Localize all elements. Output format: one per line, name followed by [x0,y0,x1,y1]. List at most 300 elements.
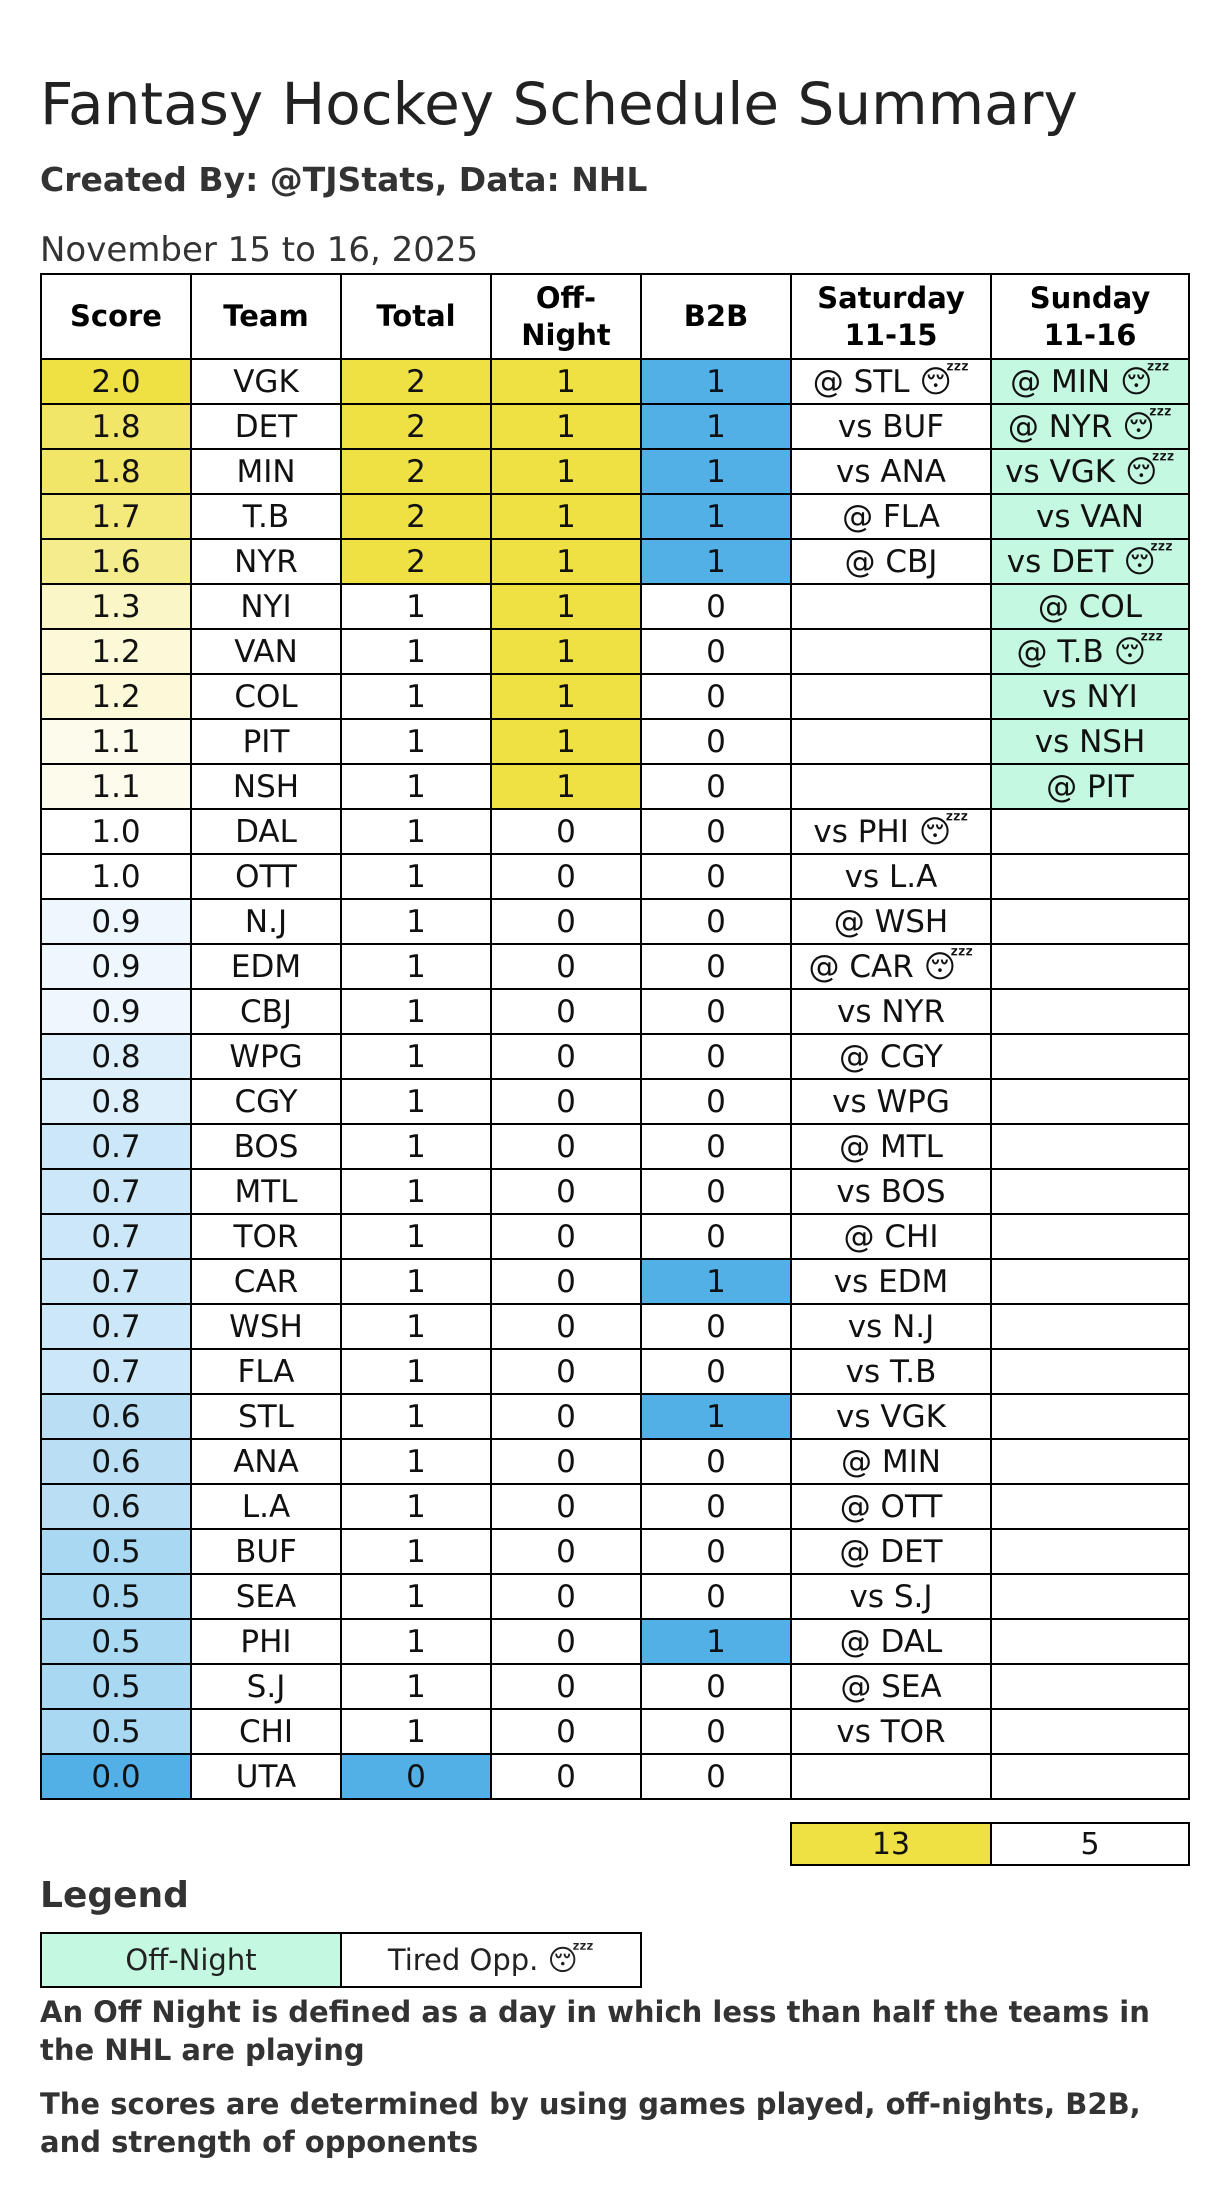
table-row [41,449,1189,494]
score-cell: 0.6 [41,1484,191,1529]
saturday-cell [791,854,991,899]
opponent-label: @ T.B [1016,633,1104,670]
score-cell: 0.7 [41,1124,191,1169]
score-cell: 0.7 [41,1169,191,1214]
off-night-cell: 0 [491,1304,641,1349]
total-cell: 1 [341,629,491,674]
off-night-cell: 0 [491,1034,641,1079]
table-row [41,629,1189,674]
opponent-label: vs L.A [844,858,938,895]
table-row [41,1124,1189,1169]
sunday-cell [991,1484,1189,1529]
off-night-cell: 0 [491,1709,641,1754]
opponent-label: @ DET [839,1533,943,1570]
sunday-cell [991,1664,1189,1709]
team-cell: EDM [191,944,341,989]
saturday-cell [791,899,991,944]
team-cell: BOS [191,1124,341,1169]
b2b-cell: 0 [641,899,791,944]
b2b-cell: 0 [641,1754,791,1799]
b2b-cell: 1 [641,1259,791,1304]
table-row [41,1574,1189,1619]
team-cell: NSH [191,764,341,809]
off-night-cell: 0 [491,809,641,854]
table-row [41,764,1189,809]
team-cell: S.J [191,1664,341,1709]
table-row [41,539,1189,584]
total-cell: 1 [341,764,491,809]
sunday-cell [991,1304,1189,1349]
tired-opponent-icon: 😴 [919,363,970,400]
opponent-label: @ MIN [841,1443,941,1480]
off-night-cell: 1 [491,494,641,539]
score-cell: 0.8 [41,1034,191,1079]
totals-table [790,1822,1190,1866]
off-night-cell: 0 [491,854,641,899]
b2b-cell: 0 [641,674,791,719]
team-cell: CBJ [191,989,341,1034]
score-cell: 1.8 [41,404,191,449]
off-night-cell: 0 [491,1214,641,1259]
opponent-label: vs TOR [836,1713,946,1750]
off-night-cell: 1 [491,449,641,494]
opponent-label: @ DAL [839,1623,943,1660]
sunday-cell [991,359,1189,404]
sunday-cell [991,494,1189,539]
opponent-label: @ CAR [808,948,914,985]
b2b-cell: 0 [641,629,791,674]
off-night-cell: 0 [491,1124,641,1169]
opponent-label: vs ANA [836,453,946,490]
opponent-label: vs VAN [1036,498,1144,535]
tired-opponent-icon: 😴 [1125,453,1175,490]
off-night-cell: 0 [491,1754,641,1799]
opponent-label: vs PHI [813,813,909,850]
sunday-cell [991,629,1189,674]
table-row [41,1034,1189,1079]
total-cell: 1 [341,719,491,764]
table-row [41,944,1189,989]
sunday-cell [991,674,1189,719]
tired-opponent-icon: 😴 [1123,543,1174,580]
opponent-label: @ CGY [839,1038,943,1075]
header-sunday: Sunday 11-16 [991,274,1189,359]
saturday-cell [791,1754,991,1799]
b2b-cell: 0 [641,1034,791,1079]
off-night-cell: 0 [491,1439,641,1484]
sunday-cell [991,1259,1189,1304]
legend-off-night: Off-Night [42,1934,342,1986]
score-cell: 1.2 [41,629,191,674]
sunday-cell [991,1124,1189,1169]
score-cell: 1.0 [41,854,191,899]
team-cell: PIT [191,719,341,764]
total-cell: 2 [341,539,491,584]
table-row [41,1079,1189,1124]
header-saturday: Saturday 11-15 [791,274,991,359]
score-cell: 1.8 [41,449,191,494]
sunday-total: 5 [991,1823,1189,1865]
saturday-cell [791,449,991,494]
total-cell: 2 [341,404,491,449]
off-night-cell: 0 [491,1664,641,1709]
table-row [41,1709,1189,1754]
total-cell: 1 [341,584,491,629]
b2b-cell: 1 [641,539,791,584]
header-score: Score [41,274,191,359]
saturday-cell [791,989,991,1034]
table-row [41,584,1189,629]
saturday-cell [791,674,991,719]
b2b-cell: 0 [641,764,791,809]
sunday-cell [991,1169,1189,1214]
saturday-cell [791,1214,991,1259]
table-row [41,899,1189,944]
b2b-cell: 0 [641,1349,791,1394]
off-night-cell: 0 [491,989,641,1034]
off-night-cell: 0 [491,1169,641,1214]
score-cell: 1.2 [41,674,191,719]
saturday-cell [791,1034,991,1079]
b2b-cell: 0 [641,1664,791,1709]
sunday-cell [991,1619,1189,1664]
date-range: November 15 to 16, 2025 [40,230,479,270]
opponent-label: @ MIN [1010,363,1111,400]
score-cell: 0.9 [41,989,191,1034]
total-cell: 1 [341,899,491,944]
table-row [41,1664,1189,1709]
total-cell: 1 [341,674,491,719]
sunday-cell [991,764,1189,809]
score-cell: 1.1 [41,719,191,764]
total-cell: 1 [341,944,491,989]
opponent-label: vs NYR [836,993,945,1030]
team-cell: L.A [191,1484,341,1529]
legend-title: Legend [40,1875,189,1916]
sunday-cell [991,1574,1189,1619]
saturday-cell [791,359,991,404]
total-cell: 1 [341,1304,491,1349]
header-off-night: Off- Night [491,274,641,359]
saturday-cell [791,1484,991,1529]
score-cell: 0.9 [41,899,191,944]
opponent-label: vs VGK [836,1398,946,1435]
sunday-cell [991,1214,1189,1259]
table-row [41,1214,1189,1259]
opponent-label: vs EDM [833,1263,949,1300]
off-night-cell: 0 [491,944,641,989]
score-cell: 0.5 [41,1619,191,1664]
off-night-cell: 0 [491,899,641,944]
team-cell: NYI [191,584,341,629]
saturday-cell [791,1619,991,1664]
table-row [41,494,1189,539]
opponent-label: @ MTL [839,1128,943,1165]
sunday-cell [991,989,1189,1034]
team-cell: SEA [191,1574,341,1619]
total-cell: 1 [341,1214,491,1259]
table-row [41,989,1189,1034]
score-cell: 0.8 [41,1079,191,1124]
score-cell: 0.7 [41,1214,191,1259]
team-cell: UTA [191,1754,341,1799]
sunday-cell [991,1034,1189,1079]
opponent-label: @ CBJ [844,543,938,580]
table-row [41,1439,1189,1484]
saturday-cell [791,764,991,809]
team-cell: STL [191,1394,341,1439]
score-cell: 1.6 [41,539,191,584]
team-cell: WPG [191,1034,341,1079]
table-row [41,719,1189,764]
b2b-cell: 0 [641,1439,791,1484]
off-night-cell: 1 [491,629,641,674]
saturday-cell [791,1394,991,1439]
score-cell: 1.1 [41,764,191,809]
sunday-cell [991,809,1189,854]
saturday-cell [791,1574,991,1619]
b2b-cell: 0 [641,989,791,1034]
sunday-cell [991,404,1189,449]
b2b-cell: 0 [641,1709,791,1754]
score-cell: 2.0 [41,359,191,404]
opponent-label: vs T.B [845,1353,937,1390]
score-cell: 0.6 [41,1394,191,1439]
sunday-cell [991,1439,1189,1484]
b2b-cell: 1 [641,1619,791,1664]
score-cell: 0.7 [41,1304,191,1349]
team-cell: BUF [191,1529,341,1574]
off-night-cell: 0 [491,1394,641,1439]
page-subtitle: Created By: @TJStats, Data: NHL [40,160,648,199]
table-row [41,1619,1189,1664]
saturday-cell [791,1439,991,1484]
saturday-cell [791,1169,991,1214]
totals-row [791,1823,1189,1865]
team-cell: TOR [191,1214,341,1259]
total-cell: 0 [341,1754,491,1799]
off-night-cell: 1 [491,584,641,629]
sunday-cell [991,854,1189,899]
tired-opponent-icon: 😴 [1120,363,1170,400]
off-night-cell: 0 [491,1484,641,1529]
off-night-cell: 1 [491,764,641,809]
off-night-cell: 1 [491,359,641,404]
total-cell: 1 [341,1034,491,1079]
legend-box [40,1932,642,1988]
b2b-cell: 0 [641,944,791,989]
team-cell: DET [191,404,341,449]
team-cell: MIN [191,449,341,494]
team-cell: DAL [191,809,341,854]
off-night-cell: 0 [491,1619,641,1664]
b2b-cell: 0 [641,1529,791,1574]
sunday-cell [991,1529,1189,1574]
saturday-cell [791,494,991,539]
opponent-label: vs NYI [1042,678,1138,715]
score-cell: 1.0 [41,809,191,854]
opponent-label: @ COL [1037,588,1143,625]
b2b-cell: 0 [641,1214,791,1259]
b2b-cell: 1 [641,494,791,539]
page-title: Fantasy Hockey Schedule Summary [40,70,1078,138]
team-cell: PHI [191,1619,341,1664]
total-cell: 1 [341,1169,491,1214]
b2b-cell: 1 [641,1394,791,1439]
team-cell: VAN [191,629,341,674]
sunday-cell [991,719,1189,764]
schedule-body [41,359,1189,1799]
off-night-cell: 0 [491,1259,641,1304]
saturday-cell [791,1259,991,1304]
b2b-cell: 0 [641,854,791,899]
opponent-label: @ FLA [842,498,940,535]
total-cell: 1 [341,1259,491,1304]
sunday-cell [991,1709,1189,1754]
total-cell: 1 [341,1529,491,1574]
opponent-label: @ NYR [1007,408,1113,445]
total-cell: 1 [341,1664,491,1709]
saturday-cell [791,1664,991,1709]
legend-tired-opponent: Tired Opp. 😴 [387,1943,595,1977]
score-cell: 0.9 [41,944,191,989]
tired-opponent-icon: 😴 [1122,408,1173,445]
sunday-cell [991,1079,1189,1124]
opponent-label: vs DET [1006,543,1114,580]
score-cell: 0.0 [41,1754,191,1799]
score-cell: 0.5 [41,1574,191,1619]
opponent-label: vs VGK [1005,453,1116,490]
team-cell: COL [191,674,341,719]
b2b-cell: 0 [641,1079,791,1124]
b2b-cell: 0 [641,1304,791,1349]
b2b-cell: 1 [641,404,791,449]
saturday-cell [791,809,991,854]
team-cell: OTT [191,854,341,899]
off-night-cell: 0 [491,1574,641,1619]
saturday-cell [791,539,991,584]
team-cell: CGY [191,1079,341,1124]
table-row [41,1169,1189,1214]
saturday-cell [791,944,991,989]
table-row [41,809,1189,854]
opponent-label: @ OTT [839,1488,943,1525]
opponent-label: @ WSH [833,903,949,940]
team-cell: CHI [191,1709,341,1754]
off-night-cell: 1 [491,674,641,719]
team-cell: N.J [191,899,341,944]
table-row [41,1484,1189,1529]
total-cell: 2 [341,449,491,494]
saturday-cell [791,584,991,629]
header-b2b: B2B [641,274,791,359]
tired-opponent-icon: 😴 [918,813,969,850]
total-cell: 1 [341,1349,491,1394]
off-night-cell: 1 [491,404,641,449]
team-cell: ANA [191,1439,341,1484]
b2b-cell: 0 [641,1169,791,1214]
total-cell: 1 [341,1394,491,1439]
saturday-cell [791,1124,991,1169]
saturday-cell [791,1304,991,1349]
score-cell: 0.5 [41,1529,191,1574]
saturday-cell [791,629,991,674]
opponent-label: vs BUF [837,408,945,445]
table-row [41,1394,1189,1439]
score-cell: 1.7 [41,494,191,539]
opponent-label: vs S.J [849,1578,933,1615]
table-row [41,854,1189,899]
score-cell: 0.7 [41,1259,191,1304]
header-total: Total [341,274,491,359]
note-score-method: The scores are determined by using games played, off-nights, B2B, and strength of opponents [40,2087,1141,2159]
b2b-cell: 1 [641,359,791,404]
sunday-cell [991,1754,1189,1799]
opponent-label: vs N.J [847,1308,935,1345]
score-cell: 0.5 [41,1709,191,1754]
opponent-label: @ SEA [840,1668,942,1705]
table-row [41,1304,1189,1349]
sunday-cell [991,584,1189,629]
sunday-cell [991,449,1189,494]
table-row [41,404,1189,449]
tired-opponent-icon: 😴 [1113,633,1164,670]
sunday-cell [991,944,1189,989]
b2b-cell: 0 [641,719,791,764]
total-cell: 1 [341,1484,491,1529]
saturday-cell [791,1349,991,1394]
team-cell: FLA [191,1349,341,1394]
score-cell: 0.5 [41,1664,191,1709]
b2b-cell: 1 [641,449,791,494]
b2b-cell: 0 [641,584,791,629]
tired-opponent-icon: 😴 [923,948,974,985]
team-cell: NYR [191,539,341,584]
opponent-label: vs BOS [836,1173,946,1210]
opponent-label: vs WPG [832,1083,950,1120]
total-cell: 2 [341,494,491,539]
opponent-label: @ PIT [1046,768,1134,805]
score-cell: 0.6 [41,1439,191,1484]
header-row [41,274,1189,359]
saturday-total: 13 [791,1823,991,1865]
total-cell: 1 [341,1709,491,1754]
total-cell: 2 [341,359,491,404]
off-night-cell: 1 [491,539,641,584]
team-cell: WSH [191,1304,341,1349]
table-row [41,1529,1189,1574]
header-team: Team [191,274,341,359]
saturday-cell [791,1709,991,1754]
opponent-label: @ STL [812,363,910,400]
sunday-cell [991,899,1189,944]
total-cell: 1 [341,1079,491,1124]
saturday-cell [791,404,991,449]
opponent-label: @ CHI [843,1218,939,1255]
score-cell: 0.7 [41,1349,191,1394]
total-cell: 1 [341,1439,491,1484]
off-night-cell: 0 [491,1349,641,1394]
table-row [41,1349,1189,1394]
note-off-night-definition: An Off Night is defined as a day in which less than half the teams in the NHL are playing [40,1995,1150,2067]
sunday-cell [991,1349,1189,1394]
score-cell: 1.3 [41,584,191,629]
table-row [41,359,1189,404]
total-cell: 1 [341,854,491,899]
table-row [41,1259,1189,1304]
opponent-label: vs NSH [1034,723,1146,760]
sunday-cell [991,1394,1189,1439]
